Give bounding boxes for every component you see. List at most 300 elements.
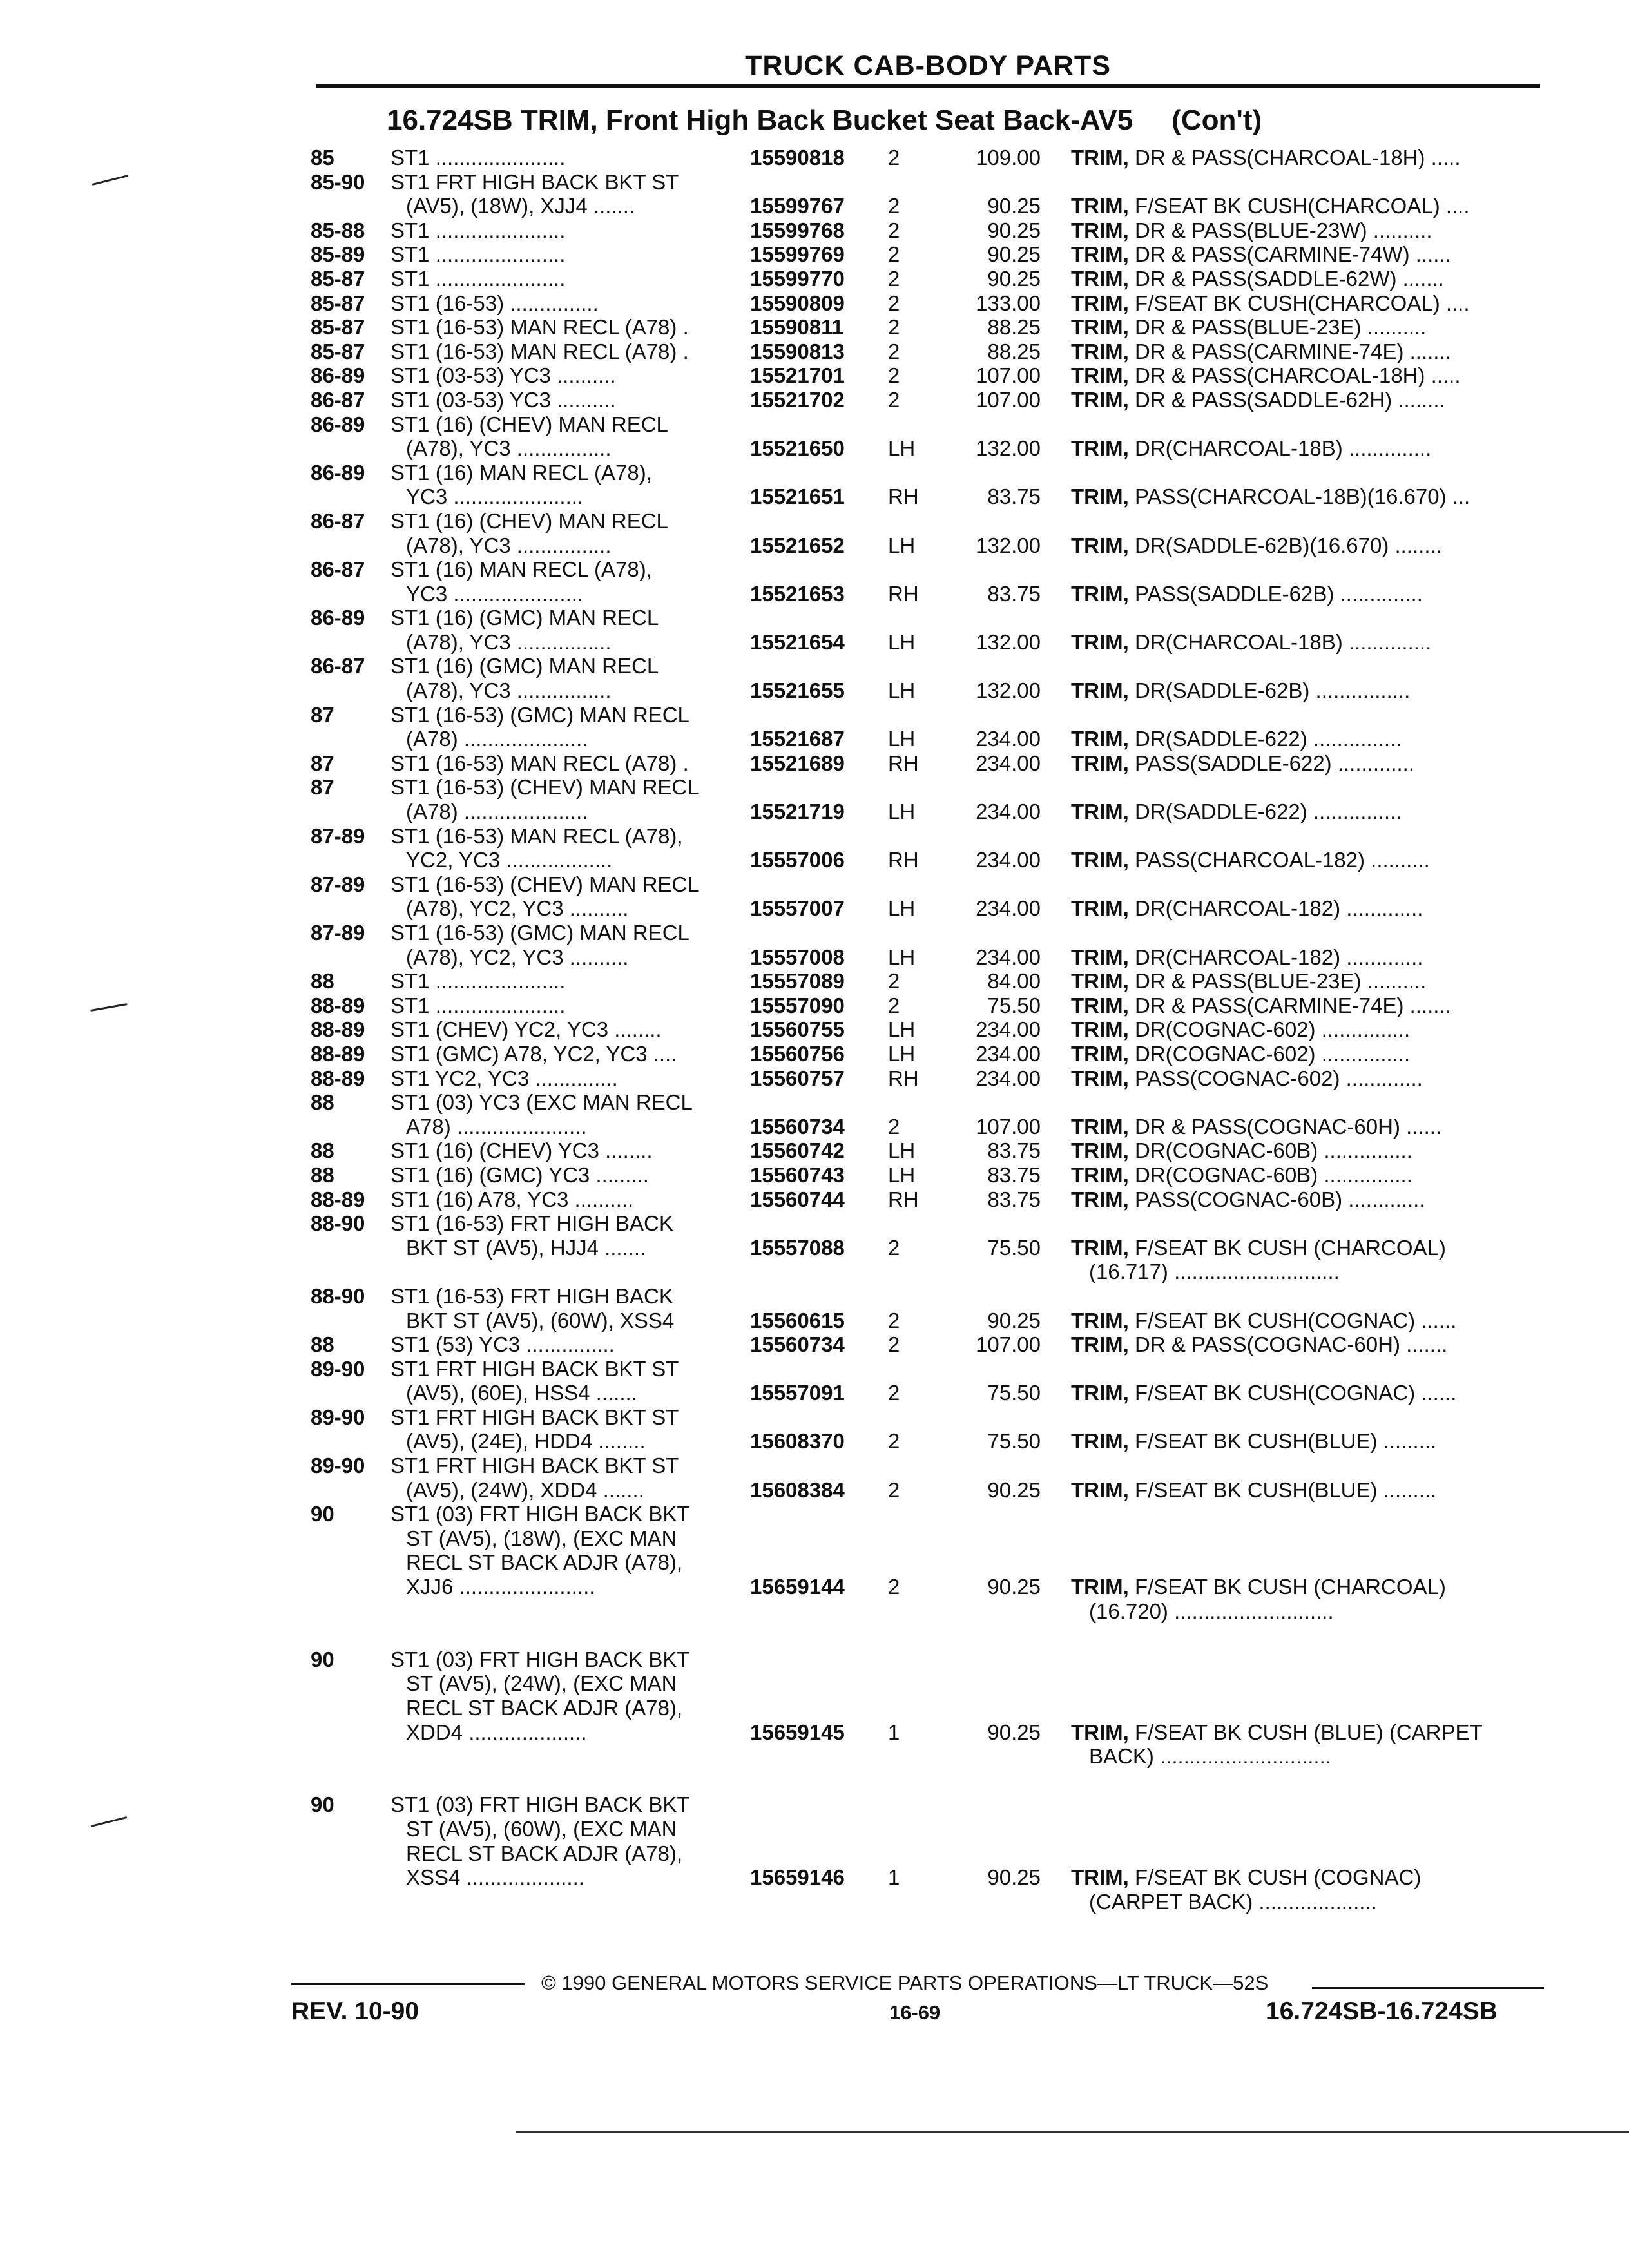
table-row [0,775,1629,800]
table-row [0,1236,1629,1260]
part-number: 15557008 [750,945,845,969]
trim-description: (16.717) ............................ [1089,1260,1340,1284]
price: 90.25 [987,218,1041,242]
price: 234.00 [976,945,1041,969]
table-row [0,727,1629,751]
table-row [0,1454,1629,1478]
price: 90.25 [987,1720,1041,1744]
quantity: LH [888,945,916,969]
part-description: ST1 (16) (CHEV) MAN RECL [390,412,668,436]
price: 90.25 [987,1477,1041,1502]
part-description: ST1 FRT HIGH BACK BKT ST [390,1405,679,1429]
part-description: ST1 ...................... [390,993,566,1017]
part-description: (A78), YC2, YC3 .......... [406,896,629,921]
table-row [0,1502,1629,1526]
part-description: ST1 (03) FRT HIGH BACK BKT [390,1647,690,1671]
table-row [0,1260,1629,1284]
quantity: 1 [888,1865,900,1890]
part-description: ST1 (03) YC3 (EXC MAN RECL [390,1090,693,1115]
table-row [0,1309,1629,1333]
part-description: ST1 (16-53) MAN RECL (A78) . [390,339,689,363]
part-description: A78) ...................... [406,1114,587,1139]
table-row [0,267,1629,291]
price: 75.50 [987,1429,1041,1454]
table-row [0,242,1629,267]
quantity: 2 [888,218,900,242]
price: 90.25 [987,194,1041,218]
trim-description: TRIM, DR(CHARCOAL-18B) .............. [1071,436,1432,461]
price: 132.00 [976,678,1041,703]
part-description: (A78) ..................... [406,800,588,824]
model-year: 85-87 [311,339,365,363]
table-row [0,1187,1629,1212]
part-description: ST1 (16) (GMC) MAN RECL [390,606,659,630]
table-row [0,1792,1629,1817]
part-description: YC3 ...................... [406,581,584,606]
table-row [0,1623,1629,1648]
part-description: RECL ST BACK ADJR (A78), [406,1841,683,1865]
model-year: 85-90 [311,169,365,194]
table-row [0,1841,1629,1866]
trim-description: TRIM, F/SEAT BK CUSH(BLUE) ......... [1071,1429,1437,1454]
table-row [0,1332,1629,1357]
part-number: 15560734 [750,1332,845,1357]
table-row [0,654,1629,678]
trim-description: TRIM, DR(COGNAC-60B) ............... [1071,1139,1412,1163]
part-number: 15560742 [750,1139,845,1163]
table-row [0,461,1629,485]
quantity: 2 [888,1477,900,1502]
trim-description: BACK) ............................. [1089,1744,1331,1769]
table-row [0,1090,1629,1115]
part-number: 15599768 [750,218,845,242]
part-number: 15521651 [750,485,845,509]
model-year: 88-89 [311,1187,365,1211]
part-description: (AV5), (24W), XDD4 ....... [406,1477,644,1502]
model-year: 86-89 [311,363,365,388]
table-row [0,436,1629,461]
part-number: 15560743 [750,1162,845,1187]
part-description: ST1 (03) FRT HIGH BACK BKT [390,1502,690,1526]
price: 132.00 [976,533,1041,557]
part-number: 15659146 [750,1865,845,1890]
quantity: 2 [888,993,900,1017]
part-description: ST1 (16) (CHEV) YC3 ........ [390,1139,653,1163]
table-row [0,630,1629,655]
part-description: ST1 (16-53) (GMC) MAN RECL [390,921,689,945]
trim-description: TRIM, DR(COGNAC-602) ............... [1071,1017,1411,1042]
model-year: 90 [311,1502,334,1526]
part-number: 15590813 [750,339,845,363]
part-description: ST1 (16-53) MAN RECL (A78) . [390,315,689,340]
part-description: RECL ST BACK ADJR (A78), [406,1550,683,1575]
footer-copyright: © 1990 GENERAL MOTORS SERVICE PARTS OPERATIONS—LT TRUCK—52S [541,1972,1269,1994]
trim-description: TRIM, DR(CHARCOAL-182) ............. [1071,945,1423,969]
table-row [0,1284,1629,1309]
part-number: 15557091 [750,1381,845,1405]
price: 107.00 [976,387,1041,412]
model-year: 86-87 [311,557,365,582]
part-description: ST1 ...................... [390,266,566,291]
table-row [0,1744,1629,1769]
model-year: 88 [311,1162,334,1187]
part-description: ST1 ...................... [390,146,566,169]
table-row [0,363,1629,388]
table-row [0,1550,1629,1575]
quantity: 2 [888,1575,900,1599]
model-year: 89-90 [311,1405,365,1429]
trim-description: TRIM, DR(COGNAC-602) ............... [1071,1041,1411,1066]
trim-description: TRIM, PASS(COGNAC-602) ............. [1071,1066,1423,1090]
part-description: ST (AV5), (18W), (EXC MAN [406,1526,677,1550]
part-number: 15521654 [750,629,845,654]
part-number: 15521687 [750,727,845,751]
quantity: RH [888,1066,919,1090]
part-description: ST1 FRT HIGH BACK BKT ST [390,1356,679,1381]
table-row [0,1163,1629,1187]
model-year: 88-90 [311,1211,365,1236]
price: 234.00 [976,1017,1041,1042]
part-description: ST1 (CHEV) YC2, YC3 ........ [390,1017,662,1042]
table-row [0,1066,1629,1091]
trim-description: TRIM, PASS(COGNAC-60B) ............. [1071,1187,1425,1211]
price: 75.50 [987,1381,1041,1405]
quantity: 1 [888,1720,900,1744]
quantity: 2 [888,1114,900,1139]
trim-description: TRIM, DR & PASS(CARMINE-74E) ....... [1071,993,1451,1017]
parts-table [0,146,1629,1914]
part-description: ST1 FRT HIGH BACK BKT ST [390,1454,679,1478]
quantity: RH [888,848,919,872]
trim-description: TRIM, DR(CHARCOAL-182) ............. [1071,896,1423,921]
part-description: ST1 (16-53) (CHEV) MAN RECL [390,775,699,800]
table-row [0,945,1629,970]
part-number: 15599769 [750,242,845,267]
quantity: 2 [888,339,900,363]
trim-description: TRIM, F/SEAT BK CUSH(CHARCOAL) .... [1071,291,1470,315]
table-row [0,800,1629,824]
table-row [0,412,1629,437]
model-year: 85-88 [311,218,365,242]
part-description: (AV5), (18W), XJJ4 ....... [406,194,635,218]
price: 234.00 [976,896,1041,921]
price: 88.25 [987,339,1041,363]
part-description: ST (AV5), (60W), (EXC MAN [406,1816,677,1841]
part-description: ST1 (03-53) YC3 .......... [390,363,616,388]
part-number: 15599770 [750,266,845,291]
model-year: 87-89 [311,921,365,945]
table-row [0,1042,1629,1066]
part-number: 15560757 [750,1066,845,1090]
trim-description: TRIM, F/SEAT BK CUSH(COGNAC) ...... [1071,1308,1457,1332]
table-row [0,1381,1629,1405]
trim-description: TRIM, F/SEAT BK CUSH (COGNAC) [1071,1865,1422,1890]
model-year: 88 [311,969,334,994]
trim-description: TRIM, F/SEAT BK CUSH(BLUE) ......... [1071,1477,1437,1502]
trim-description: TRIM, DR & PASS(CARMINE-74W) ...... [1071,242,1451,267]
part-number: 15590809 [750,291,845,315]
model-year: 88 [311,1332,334,1357]
part-description: ST1 (16-53) (GMC) MAN RECL [390,702,689,727]
table-row [0,1211,1629,1236]
quantity: 2 [888,363,900,388]
part-description: ST1 (16) (CHEV) MAN RECL [390,508,668,533]
footer-revision: REV. 10-90 [291,1997,419,2025]
part-number: 15590818 [750,146,845,169]
quantity: 2 [888,291,900,315]
model-year: 88-89 [311,1017,365,1042]
part-description: ST1 (53) YC3 ............... [390,1332,615,1357]
price: 234.00 [976,1041,1041,1066]
quantity: LH [888,1041,916,1066]
quantity: LH [888,533,916,557]
model-year: 86-87 [311,387,365,412]
trim-description: TRIM, DR & PASS(COGNAC-60H) ....... [1071,1332,1448,1357]
part-number: 15521719 [750,800,845,824]
trim-description: TRIM, F/SEAT BK CUSH (BLUE) (CARPET [1071,1720,1483,1744]
price: 132.00 [976,629,1041,654]
price: 83.75 [987,581,1041,606]
quantity: 2 [888,315,900,340]
price: 84.00 [987,969,1041,994]
price: 90.25 [987,1865,1041,1890]
part-number: 15659144 [750,1575,845,1599]
title-rule [316,84,1540,88]
part-description: XDD4 .................... [406,1720,587,1744]
part-description: ST1 ...................... [390,969,566,994]
part-description: ST1 (GMC) A78, YC2, YC3 .... [390,1041,677,1066]
table-row [0,315,1629,340]
part-number: 15521650 [750,436,845,461]
part-description: ST1 (16-53) FRT HIGH BACK [390,1211,673,1236]
table-row [0,1890,1629,1914]
part-description: ST1 (03-53) YC3 .......... [390,387,616,412]
table-row [0,994,1629,1018]
price: 83.75 [987,1187,1041,1211]
table-row [0,291,1629,316]
quantity: LH [888,1017,916,1042]
trim-description: TRIM, PASS(CHARCOAL-182) .......... [1071,848,1430,872]
price: 90.25 [987,242,1041,267]
table-row [0,848,1629,872]
price: 83.75 [987,1162,1041,1187]
model-year: 87 [311,775,334,800]
quantity: LH [888,1162,916,1187]
quantity: LH [888,727,916,751]
quantity: 2 [888,969,900,994]
footer-rule-right [1312,1987,1544,1989]
table-row [0,170,1629,195]
part-number: 15557089 [750,969,845,994]
section-title [387,104,1262,137]
quantity: LH [888,896,916,921]
part-description: ST1 (16-53) ............... [390,291,599,315]
table-row [0,1405,1629,1430]
quantity: RH [888,485,919,509]
part-description: ST1 (16-53) MAN RECL (A78), [390,823,683,848]
part-description: ST1 (16) (GMC) MAN RECL [390,654,659,678]
trim-description: TRIM, DR & PASS(SADDLE-62H) ........ [1071,387,1445,412]
model-year: 86-89 [311,460,365,485]
price: 234.00 [976,800,1041,824]
trim-description: TRIM, DR & PASS(COGNAC-60H) ...... [1071,1114,1442,1139]
model-year: 87-89 [311,823,365,848]
model-year: 89-90 [311,1356,365,1381]
table-row [0,194,1629,218]
part-description: (A78), YC3 ................ [406,533,612,557]
part-number: 15521652 [750,533,845,557]
part-description: ST1 (16) MAN RECL (A78), [390,557,652,582]
part-description: YC3 ...................... [406,485,584,509]
table-row [0,582,1629,606]
trim-description: TRIM, DR(CHARCOAL-18B) .............. [1071,629,1432,654]
part-number: 15521689 [750,751,845,775]
price: 83.75 [987,1139,1041,1163]
price: 75.50 [987,1235,1041,1260]
price: 90.25 [987,266,1041,291]
price: 107.00 [976,1114,1041,1139]
part-description: ST1 (03) FRT HIGH BACK BKT [390,1792,690,1817]
model-year: 86-89 [311,606,365,630]
table-row [0,485,1629,509]
quantity: RH [888,751,919,775]
trim-description: TRIM, DR(SADDLE-622) ............... [1071,800,1402,824]
quantity: 2 [888,1308,900,1332]
model-year: 90 [311,1647,334,1671]
section-continued: (Con't) [1171,104,1262,136]
footer-section-code: 16.724SB-16.724SB [1266,1997,1498,2025]
part-number: 15557088 [750,1235,845,1260]
part-description: XSS4 .................... [406,1865,584,1890]
part-description: ST1 (16) A78, YC3 .......... [390,1187,634,1211]
table-row [0,1478,1629,1503]
part-description: ST (AV5), (24W), (EXC MAN [406,1671,677,1696]
part-number: 15560734 [750,1114,845,1139]
part-description: ST1 (16) MAN RECL (A78), [390,460,652,485]
quantity: RH [888,581,919,606]
page-title: TRUCK CAB-BODY PARTS [745,50,1111,81]
quantity: 2 [888,1235,900,1260]
part-description: XJJ6 ....................... [406,1575,595,1599]
model-year: 85-87 [311,266,365,291]
price: 234.00 [976,751,1041,775]
table-row [0,921,1629,945]
table-row [0,1769,1629,1793]
trim-description: TRIM, DR(SADDLE-622) ............... [1071,727,1402,751]
model-year: 86-87 [311,654,365,678]
part-number: 15557090 [750,993,845,1017]
trim-description: TRIM, F/SEAT BK CUSH (CHARCOAL) [1071,1575,1446,1599]
part-description: ST1 YC2, YC3 .............. [390,1066,618,1090]
table-row [0,1357,1629,1381]
part-number: 15560744 [750,1187,845,1211]
trim-description: TRIM, DR & PASS(CHARCOAL-18H) ..... [1071,146,1461,169]
model-year: 86-87 [311,508,365,533]
part-description: ST1 (16-53) FRT HIGH BACK [390,1283,673,1308]
trim-description: TRIM, DR & PASS(CARMINE-74E) ....... [1071,339,1451,363]
table-row [0,1599,1629,1624]
price: 234.00 [976,848,1041,872]
quantity: 2 [888,242,900,267]
part-description: (A78) ..................... [406,727,588,751]
trim-description: TRIM, DR & PASS(CHARCOAL-18H) ..... [1071,363,1461,388]
trim-description: TRIM, PASS(SADDLE-622) ............. [1071,751,1415,775]
quantity: LH [888,436,916,461]
model-year: 89-90 [311,1454,365,1478]
trim-description: TRIM, F/SEAT BK CUSH (CHARCOAL) [1071,1235,1446,1260]
part-number: 15560615 [750,1308,845,1332]
model-year: 87 [311,751,334,775]
quantity: RH [888,1187,919,1211]
part-number: 15560755 [750,1017,845,1042]
model-year: 90 [311,1792,334,1817]
price: 107.00 [976,1332,1041,1357]
table-row [0,1671,1629,1696]
part-number: 15599767 [750,194,845,218]
table-row [0,1429,1629,1454]
quantity: 2 [888,266,900,291]
table-row [0,703,1629,727]
footer-rule-left [291,1983,525,1985]
trim-description: (CARPET BACK) .................... [1089,1889,1377,1914]
table-row [0,969,1629,994]
model-year: 88-89 [311,993,365,1017]
quantity: LH [888,1139,916,1163]
table-row [0,1696,1629,1720]
table-row [0,146,1629,170]
trim-description: TRIM, DR(SADDLE-62B) ................ [1071,678,1411,703]
part-description: ST1 (16-53) MAN RECL (A78) . [390,751,689,775]
price: 83.75 [987,485,1041,509]
section-heading: 16.724SB TRIM, Front High Back Bucket Seat Back-AV5 [387,104,1133,136]
model-year: 86-89 [311,412,365,436]
part-description: (AV5), (24E), HDD4 ........ [406,1429,646,1454]
table-row [0,678,1629,703]
price: 90.25 [987,1308,1041,1332]
trim-description: TRIM, DR & PASS(SADDLE-62W) ....... [1071,266,1444,291]
table-row [0,533,1629,558]
quantity: 2 [888,1332,900,1357]
table-row [0,1817,1629,1841]
part-description: ST1 ...................... [390,242,566,267]
table-row [0,751,1629,776]
part-number: 15608384 [750,1477,845,1502]
quantity: LH [888,800,916,824]
part-number: 15560756 [750,1041,845,1066]
part-description: (A78), YC3 ................ [406,436,612,461]
price: 109.00 [976,146,1041,169]
part-number: 15557007 [750,896,845,921]
quantity: 2 [888,387,900,412]
table-row [0,1865,1629,1890]
table-row [0,1139,1629,1163]
trim-description: (16.720) ........................... [1089,1599,1334,1623]
table-row [0,896,1629,921]
part-description: (A78), YC2, YC3 .......... [406,945,629,969]
table-row [0,557,1629,582]
model-year: 88-89 [311,1041,365,1066]
table-row [0,340,1629,364]
quantity: 2 [888,146,900,169]
model-year: 85-87 [311,291,365,315]
quantity: 2 [888,1429,900,1454]
table-row [0,1115,1629,1139]
part-description: (AV5), (60E), HSS4 ....... [406,1381,637,1405]
price: 132.00 [976,436,1041,461]
price: 133.00 [976,291,1041,315]
table-row [0,1575,1629,1599]
part-description: ST1 ...................... [390,218,566,242]
